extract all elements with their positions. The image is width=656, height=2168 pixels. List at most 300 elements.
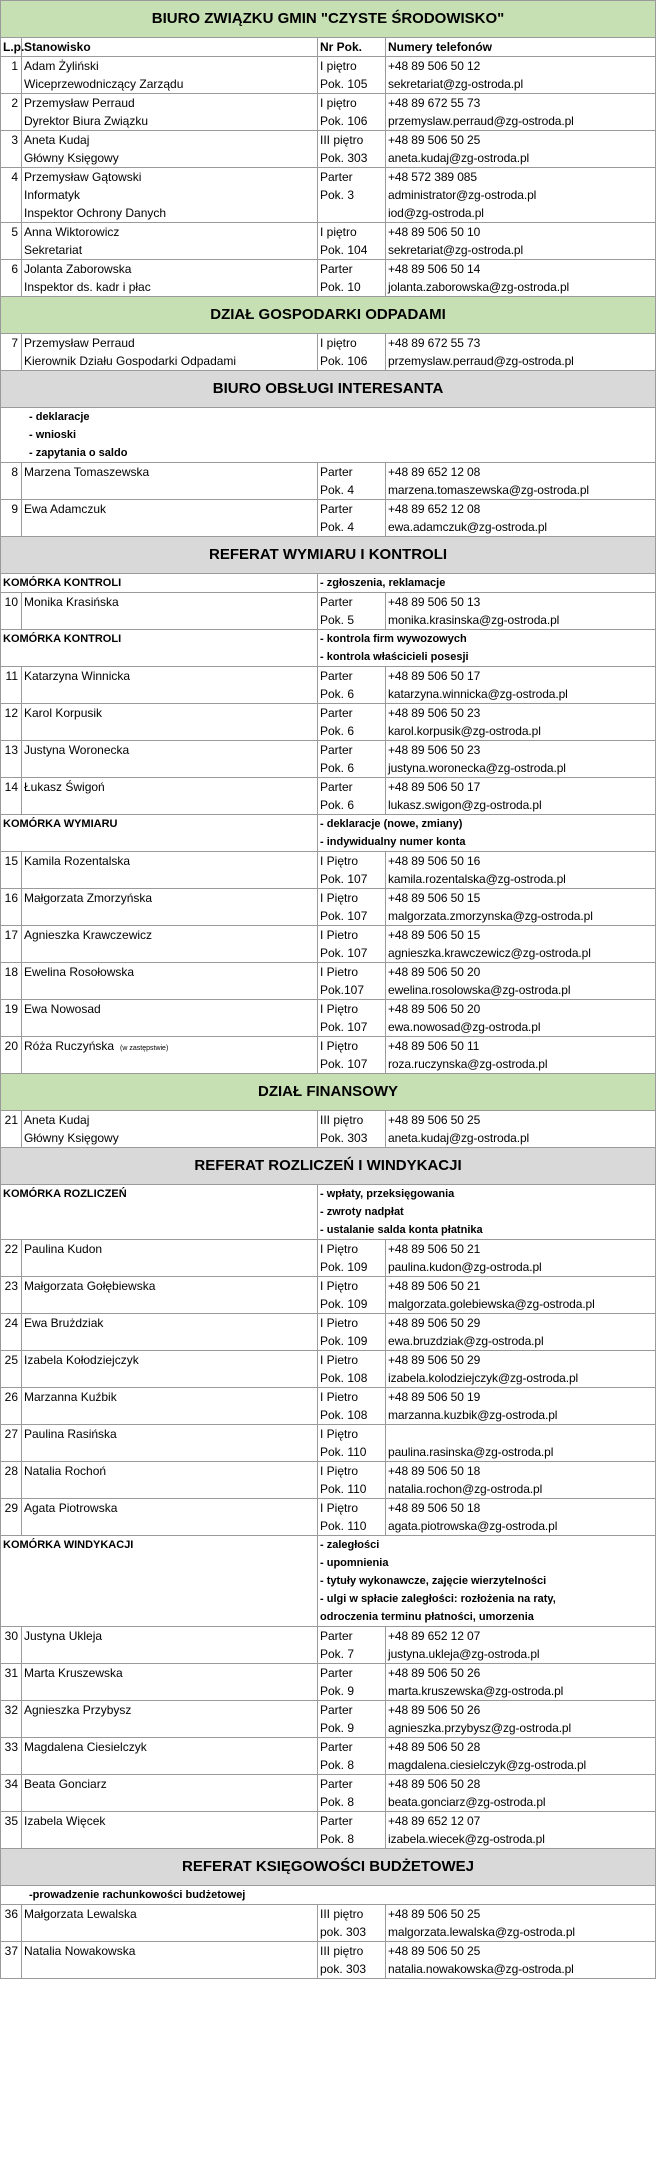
phone-number[interactable]: +48 89 652 12 08 <box>388 502 481 516</box>
location-cell <box>318 1627 386 1664</box>
email-link[interactable]: marzena.tomaszewska@zg-ostroda.pl <box>388 483 589 497</box>
table-row <box>1 593 656 630</box>
table-row <box>1 168 656 223</box>
name-line <box>24 1351 315 1369</box>
table-row <box>1 131 656 168</box>
name-line <box>24 1277 315 1295</box>
staff-name: Paulina Rasińska <box>24 1427 117 1441</box>
staff-name: Agnieszka Krawczewicz <box>24 928 153 942</box>
name-line <box>24 778 315 796</box>
staff-name: Marzanna Kuźbik <box>24 1390 117 1404</box>
email-link[interactable]: sekretariat@zg-ostroda.pl <box>388 77 524 91</box>
scope-item: - deklaracje <box>29 411 90 423</box>
staff-name: Małgorzata Zmorzyńska <box>24 891 153 905</box>
name-line <box>24 1240 315 1258</box>
email-link[interactable]: sekretariat@zg-ostroda.pl <box>388 243 524 257</box>
room-label: Pok. 107 <box>320 946 368 960</box>
location-cell <box>318 963 386 1000</box>
room-label: Pok. 7 <box>320 1647 355 1661</box>
row-number: 22 <box>1 1240 22 1277</box>
name-line <box>24 1314 315 1332</box>
room-label: Pok. 110 <box>320 1445 367 1459</box>
staff-name: Łukasz Świgoń <box>24 780 105 794</box>
floor-label: Parter <box>320 1703 353 1717</box>
phone-number[interactable]: +48 89 506 50 23 <box>388 706 481 720</box>
location-cell <box>318 1240 386 1277</box>
unit-scope <box>318 815 656 852</box>
floor-label: Parter <box>320 1814 353 1828</box>
table-row <box>1 1499 656 1536</box>
staff-cell <box>22 1627 318 1664</box>
floor-label: Parter <box>320 262 353 276</box>
staff-cell <box>22 741 318 778</box>
phone-number[interactable]: +48 89 506 50 25 <box>388 1944 481 1958</box>
section-header <box>1 1849 656 1886</box>
contact-cell <box>386 667 656 704</box>
row-number: 23 <box>1 1277 22 1314</box>
name-line <box>24 223 315 241</box>
staff-cell <box>22 131 318 168</box>
floor-label: I Piętro <box>320 854 359 868</box>
staff-name: Aneta Kudaj <box>24 133 90 147</box>
location-cell <box>318 1111 386 1148</box>
staff-name: Justyna Ukleja <box>24 1629 103 1643</box>
name-line <box>24 1775 315 1793</box>
email-link[interactable]: magdalena.ciesielczyk@zg-ostroda.pl <box>388 1758 587 1772</box>
email-link[interactable]: iod@zg-ostroda.pl <box>388 206 484 220</box>
floor-label: Parter <box>320 669 353 683</box>
table-row <box>1 500 656 537</box>
staff-name: Przemysław Gątowski <box>24 170 142 184</box>
email-link[interactable]: karol.korpusik@zg-ostroda.pl <box>388 724 541 738</box>
location-cell <box>318 260 386 297</box>
email-link[interactable]: ewa.nowosad@zg-ostroda.pl <box>388 1020 541 1034</box>
row-number: 30 <box>1 1627 22 1664</box>
staff-cell <box>22 1425 318 1462</box>
name-line <box>24 94 315 112</box>
floor-label: III piętro <box>320 1113 364 1127</box>
contact-cell <box>386 260 656 297</box>
phone-number[interactable]: +48 89 672 55 73 <box>388 336 481 350</box>
name-line <box>24 260 315 278</box>
section-header <box>1 1074 656 1111</box>
phone-number[interactable]: +48 89 506 50 18 <box>388 1501 481 1515</box>
phone-number[interactable]: +48 89 652 12 08 <box>388 465 481 479</box>
location-cell <box>318 463 386 500</box>
contact-cell <box>386 1425 656 1462</box>
name-line <box>24 963 315 981</box>
staff-cell <box>22 1111 318 1148</box>
name-line <box>24 704 315 722</box>
staff-role: Kierownik Działu Gospodarki Odpadami <box>24 354 237 368</box>
staff-name: Przemysław Perraud <box>24 336 135 350</box>
table-row <box>1 741 656 778</box>
phone-number[interactable]: +48 89 506 50 14 <box>388 262 481 276</box>
email-link[interactable]: przemyslaw.perraud@zg-ostroda.pl <box>388 114 574 128</box>
phone-number[interactable]: +48 89 506 50 25 <box>388 133 481 147</box>
row-number: 5 <box>1 223 22 260</box>
contact-cell <box>386 1351 656 1388</box>
staff-cell <box>22 223 318 260</box>
phone-number[interactable]: +48 89 506 50 25 <box>388 1907 481 1921</box>
room-label: Pok. 105 <box>320 77 368 91</box>
staff-role: Sekretariat <box>24 243 83 257</box>
location-cell <box>318 704 386 741</box>
staff-cell <box>22 593 318 630</box>
email-link[interactable]: lukasz.swigon@zg-ostroda.pl <box>388 798 542 812</box>
room-label: Pok. 6 <box>320 798 355 812</box>
room-label: Pok. 8 <box>320 1758 355 1772</box>
phone-number[interactable]: +48 89 506 50 28 <box>388 1777 481 1791</box>
email-link[interactable]: izabela.kolodziejczyk@zg-ostroda.pl <box>388 1371 579 1385</box>
row-number: 26 <box>1 1388 22 1425</box>
phone-number[interactable]: +48 89 506 50 28 <box>388 1740 481 1754</box>
staff-cell <box>22 1499 318 1536</box>
staff-name: Aneta Kudaj <box>24 1113 90 1127</box>
phone-number[interactable]: +48 89 506 50 17 <box>388 669 481 683</box>
contact-cell <box>386 1664 656 1701</box>
scope-item: - indywidualny numer konta <box>320 836 466 848</box>
row-number: 9 <box>1 500 22 537</box>
floor-label: Parter <box>320 1740 353 1754</box>
location-cell <box>318 223 386 260</box>
staff-role: Dyrektor Biura Związku <box>24 114 149 128</box>
table-row <box>1 223 656 260</box>
email-link[interactable]: aneta.kudaj@zg-ostroda.pl <box>388 151 530 165</box>
staff-name: Natalia Nowakowska <box>24 1944 136 1958</box>
table-row <box>1 1314 656 1351</box>
scope-item: - zaległości <box>320 1539 380 1551</box>
room-label: Pok. 6 <box>320 761 355 775</box>
row-number: 29 <box>1 1499 22 1536</box>
unit-label: KOMÓRKA KONTROLI <box>1 630 318 667</box>
location-cell <box>318 57 386 94</box>
email-link[interactable]: beata.gonciarz@zg-ostroda.pl <box>388 1795 546 1809</box>
room-label: Pok.107 <box>320 983 365 997</box>
location-cell <box>318 1037 386 1074</box>
phone-number[interactable]: +48 89 506 50 19 <box>388 1390 481 1404</box>
room-label: Pok. 109 <box>320 1260 368 1274</box>
staff-cell <box>22 1664 318 1701</box>
unit-scope <box>318 1185 656 1240</box>
phone-number[interactable] <box>388 1425 653 1443</box>
contact-cell <box>386 57 656 94</box>
staff-name: Ewa Nowosad <box>24 1002 101 1016</box>
row-number: 25 <box>1 1351 22 1388</box>
table-row <box>1 1905 656 1942</box>
email-link[interactable]: agata.piotrowska@zg-ostroda.pl <box>388 1519 558 1533</box>
table-row <box>1 1388 656 1425</box>
name-line <box>24 1499 315 1517</box>
location-cell <box>318 1499 386 1536</box>
name-line <box>24 889 315 907</box>
floor-label: Parter <box>320 706 353 720</box>
phone-number[interactable]: +48 89 672 55 73 <box>388 96 481 110</box>
staff-name: Paulina Kudon <box>24 1242 103 1256</box>
name-line <box>24 741 315 759</box>
scope-item: - ustalanie salda konta płatnika <box>320 1224 483 1236</box>
email-link[interactable]: izabela.wiecek@zg-ostroda.pl <box>388 1832 545 1846</box>
floor-label: III piętro <box>320 1944 364 1958</box>
location-cell <box>318 667 386 704</box>
row-number: 32 <box>1 1701 22 1738</box>
contact-cell <box>386 1037 656 1074</box>
table-row <box>1 704 656 741</box>
phone-number[interactable]: +48 89 506 50 17 <box>388 780 481 794</box>
table-row <box>1 667 656 704</box>
unit-label: KOMÓRKA KONTROLI <box>1 574 318 593</box>
staff-role: Inspektor ds. kadr i płac <box>24 280 151 294</box>
row-number: 8 <box>1 463 22 500</box>
phone-number[interactable]: +48 89 506 50 11 <box>388 1039 480 1053</box>
staff-role: Wiceprzewodniczący Zarządu <box>24 77 184 91</box>
location-cell <box>318 1942 386 1979</box>
email-link[interactable]: marta.kruszewska@zg-ostroda.pl <box>388 1684 564 1698</box>
phone-number[interactable]: +48 89 506 50 26 <box>388 1666 481 1680</box>
name-line <box>24 168 315 186</box>
row-number: 4 <box>1 168 22 223</box>
row-number: 21 <box>1 1111 22 1148</box>
scope-item: - zwroty nadpłat <box>320 1206 404 1218</box>
row-number: 6 <box>1 260 22 297</box>
floor-label: Parter <box>320 1777 353 1791</box>
contact-cell <box>386 1775 656 1812</box>
email-link[interactable]: ewelina.rosolowska@zg-ostroda.pl <box>388 983 571 997</box>
phone-number[interactable]: +48 89 506 50 16 <box>388 854 481 868</box>
email-link[interactable]: natalia.rochon@zg-ostroda.pl <box>388 1482 543 1496</box>
phone-number[interactable]: +48 89 506 50 29 <box>388 1353 481 1367</box>
email-link[interactable]: jolanta.zaborowska@zg-ostroda.pl <box>388 280 570 294</box>
email-link[interactable]: monika.krasinska@zg-ostroda.pl <box>388 613 560 627</box>
phone-number[interactable]: +48 89 506 50 15 <box>388 891 481 905</box>
floor-label: Parter <box>320 465 353 479</box>
row-number: 37 <box>1 1942 22 1979</box>
location-cell <box>318 1701 386 1738</box>
row-number: 1 <box>1 57 22 94</box>
phone-number[interactable]: +48 89 506 50 21 <box>388 1279 481 1293</box>
staff-name: Izabela Więcek <box>24 1814 106 1828</box>
row-number: 14 <box>1 778 22 815</box>
row-number: 31 <box>1 1664 22 1701</box>
contact-cell <box>386 1462 656 1499</box>
contact-directory-body <box>1 1 656 1979</box>
location-cell <box>318 1000 386 1037</box>
email-link[interactable]: aneta.kudaj@zg-ostroda.pl <box>388 1131 530 1145</box>
location-cell <box>318 1314 386 1351</box>
staff-cell <box>22 1905 318 1942</box>
contact-cell <box>386 223 656 260</box>
email-link[interactable]: malgorzata.golebiewska@zg-ostroda.pl <box>388 1297 595 1311</box>
email-link[interactable]: paulina.rasinska@zg-ostroda.pl <box>388 1445 554 1459</box>
table-row <box>1 1664 656 1701</box>
phone-number[interactable]: +48 89 506 50 20 <box>388 965 481 979</box>
email-link[interactable]: ewa.bruzdziak@zg-ostroda.pl <box>388 1334 544 1348</box>
staff-name-note: (w zastępstwie) <box>120 1045 169 1052</box>
phone-number[interactable]: +48 89 506 50 20 <box>388 1002 481 1016</box>
floor-label: I Pietro <box>320 1390 359 1404</box>
floor-label: Parter <box>320 502 353 516</box>
name-line <box>24 1738 315 1756</box>
staff-role: Informatyk <box>24 188 81 202</box>
scope-item: odroczenia terminu płatności, umorzenia <box>320 1611 534 1623</box>
floor-label: Parter <box>320 743 353 757</box>
room-label: Pok. 5 <box>320 613 355 627</box>
notes-row <box>1 408 656 463</box>
email-link[interactable]: natalia.nowakowska@zg-ostroda.pl <box>388 1962 574 1976</box>
room-label: Pok. 6 <box>320 724 355 738</box>
name-line <box>24 1462 315 1480</box>
phone-number[interactable]: +48 89 506 50 10 <box>388 225 481 239</box>
email-link[interactable]: paulina.kudon@zg-ostroda.pl <box>388 1260 542 1274</box>
table-row <box>1 1425 656 1462</box>
phone-number[interactable]: +48 572 389 085 <box>388 170 477 184</box>
staff-cell <box>22 852 318 889</box>
contact-cell <box>386 778 656 815</box>
email-link[interactable]: malgorzata.lewalska@zg-ostroda.pl <box>388 1925 575 1939</box>
location-cell <box>318 889 386 926</box>
contact-cell <box>386 1240 656 1277</box>
table-row <box>1 260 656 297</box>
unit-label: KOMÓRKA WINDYKACJI <box>1 1536 318 1627</box>
name-line <box>24 1905 315 1923</box>
staff-cell <box>22 704 318 741</box>
staff-name: Ewa Adamczuk <box>24 502 107 516</box>
name-line <box>24 1000 315 1018</box>
contact-cell <box>386 334 656 371</box>
staff-cell <box>22 1037 318 1074</box>
contact-cell <box>386 1701 656 1738</box>
staff-cell <box>22 1738 318 1775</box>
floor-label: I Piętro <box>320 1242 359 1256</box>
contact-cell <box>386 168 656 223</box>
table-row <box>1 1775 656 1812</box>
row-number: 10 <box>1 593 22 630</box>
contact-cell <box>386 1277 656 1314</box>
email-link[interactable]: justyna.woronecka@zg-ostroda.pl <box>388 761 566 775</box>
phone-number[interactable]: +48 89 506 50 23 <box>388 743 481 757</box>
name-line <box>24 1664 315 1682</box>
staff-name: Natalia Rochoń <box>24 1464 107 1478</box>
staff-cell <box>22 778 318 815</box>
contact-cell <box>386 1812 656 1849</box>
staff-role: Główny Księgowy <box>24 151 119 165</box>
row-number: 2 <box>1 94 22 131</box>
location-cell <box>318 1462 386 1499</box>
table-row <box>1 926 656 963</box>
name-line <box>24 1942 315 1960</box>
phone-number[interactable]: +48 89 506 50 26 <box>388 1703 481 1717</box>
location-cell <box>318 593 386 630</box>
phone-number[interactable]: +48 89 506 50 29 <box>388 1316 481 1330</box>
contact-cell <box>386 94 656 131</box>
email-link[interactable]: agnieszka.krawczewicz@zg-ostroda.pl <box>388 946 591 960</box>
staff-name: Małgorzata Lewalska <box>24 1907 137 1921</box>
email-link[interactable]: kamila.rozentalska@zg-ostroda.pl <box>388 872 566 886</box>
table-row <box>1 1111 656 1148</box>
staff-cell <box>22 926 318 963</box>
staff-name: Monika Krasińska <box>24 595 119 609</box>
name-line <box>24 500 315 518</box>
staff-cell <box>22 463 318 500</box>
scope-item: - zapytania o saldo <box>29 447 128 459</box>
location-cell <box>318 1425 386 1462</box>
unit-scope <box>318 574 656 593</box>
email-link[interactable]: malgorzata.zmorzynska@zg-ostroda.pl <box>388 909 593 923</box>
email-link[interactable]: przemyslaw.perraud@zg-ostroda.pl <box>388 354 574 368</box>
floor-label: I Pietro <box>320 965 359 979</box>
name-line <box>24 334 315 352</box>
staff-cell <box>22 168 318 223</box>
phone-number[interactable]: +48 89 652 12 07 <box>388 1814 481 1828</box>
scope-item: - wnioski <box>29 429 77 441</box>
floor-label: Parter <box>320 595 353 609</box>
email-link[interactable]: roza.ruczynska@zg-ostroda.pl <box>388 1057 548 1071</box>
section-header <box>1 297 656 334</box>
contact-cell <box>386 1388 656 1425</box>
staff-cell <box>22 94 318 131</box>
section-title: REFERAT ROZLICZEŃ I WINDYKACJI <box>1 1148 656 1185</box>
staff-cell <box>22 1351 318 1388</box>
phone-number[interactable]: +48 89 506 50 25 <box>388 1113 481 1127</box>
table-row <box>1 963 656 1000</box>
contact-cell <box>386 852 656 889</box>
floor-label: Parter <box>320 170 353 184</box>
table-row <box>1 778 656 815</box>
table-row <box>1 1942 656 1979</box>
column-header-row <box>1 38 656 57</box>
table-row <box>1 1240 656 1277</box>
contact-cell <box>386 463 656 500</box>
email-link[interactable]: katarzyna.winnicka@zg-ostroda.pl <box>388 687 568 701</box>
location-cell <box>318 1738 386 1775</box>
unit-label: KOMÓRKA WYMIARU <box>1 815 318 852</box>
phone-number[interactable]: +48 89 506 50 12 <box>388 59 481 73</box>
room-label: Pok. 106 <box>320 114 368 128</box>
room-label: Pok. 109 <box>320 1334 368 1348</box>
row-number: 34 <box>1 1775 22 1812</box>
staff-cell <box>22 334 318 371</box>
room-label: Pok. 6 <box>320 687 355 701</box>
phone-number[interactable]: +48 89 506 50 13 <box>388 595 481 609</box>
phone-number[interactable]: +48 89 506 50 15 <box>388 928 481 942</box>
staff-cell <box>22 1000 318 1037</box>
row-number: 35 <box>1 1812 22 1849</box>
contact-cell <box>386 131 656 168</box>
row-number: 13 <box>1 741 22 778</box>
unit-row <box>1 574 656 593</box>
room-label: Pok. 8 <box>320 1795 355 1809</box>
room-label: Pok. 8 <box>320 1832 355 1846</box>
email-link[interactable]: agnieszka.przybysz@zg-ostroda.pl <box>388 1721 572 1735</box>
email-link[interactable]: administrator@zg-ostroda.pl <box>388 188 537 202</box>
location-cell <box>318 1775 386 1812</box>
section-title: BIURO OBSŁUGI INTERESANTA <box>1 371 656 408</box>
location-cell <box>318 168 386 223</box>
email-link[interactable]: ewa.adamczuk@zg-ostroda.pl <box>388 520 547 534</box>
table-row <box>1 463 656 500</box>
row-number: 24 <box>1 1314 22 1351</box>
email-link[interactable]: marzanna.kuzbik@zg-ostroda.pl <box>388 1408 558 1422</box>
room-label: Pok. 4 <box>320 520 355 534</box>
room-label: Pok. 110 <box>320 1482 367 1496</box>
phone-number[interactable]: +48 89 506 50 21 <box>388 1242 481 1256</box>
staff-cell <box>22 1942 318 1979</box>
scope-item: - deklaracje (nowe, zmiany) <box>320 818 463 830</box>
phone-number[interactable]: +48 89 506 50 18 <box>388 1464 481 1478</box>
email-link[interactable]: justyna.ukleja@zg-ostroda.pl <box>388 1647 540 1661</box>
phone-number[interactable]: +48 89 652 12 07 <box>388 1629 481 1643</box>
staff-cell <box>22 57 318 94</box>
